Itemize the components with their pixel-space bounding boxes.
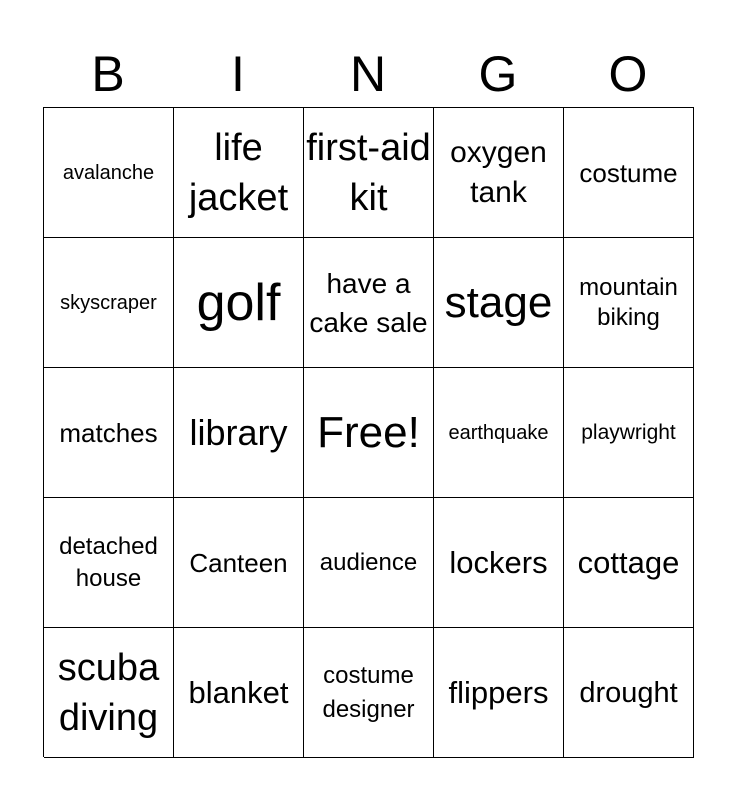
bingo-cell[interactable]	[44, 368, 174, 498]
bingo-cell[interactable]	[304, 108, 434, 238]
free-space[interactable]	[304, 368, 434, 498]
bingo-cell[interactable]	[564, 628, 694, 758]
bingo-cell[interactable]	[174, 108, 304, 238]
header-letter-n: N	[349, 46, 387, 102]
cell-label: Canteen	[189, 547, 288, 578]
cell-label: matches	[59, 417, 158, 448]
cell-label: blanket	[188, 674, 289, 710]
cell-label: have a cake sale	[309, 267, 428, 338]
cell-label: scuba diving	[57, 646, 160, 739]
cell-label: flippers	[448, 674, 549, 710]
bingo-cell[interactable]	[434, 498, 564, 628]
header-letter-i: I	[231, 46, 245, 102]
bingo-cell[interactable]	[564, 368, 694, 498]
cell-label: avalanche	[62, 161, 155, 184]
cell-label: drought	[579, 676, 678, 709]
bingo-board	[43, 107, 694, 757]
cell-label: oxygen tank	[450, 135, 547, 209]
cell-label: costume	[579, 157, 678, 188]
bingo-cell[interactable]	[174, 498, 304, 628]
bingo-cell[interactable]	[304, 628, 434, 758]
bingo-cell[interactable]	[564, 108, 694, 238]
cell-label: life jacket	[188, 126, 289, 219]
bingo-cell[interactable]	[174, 628, 304, 758]
cell-label: cottage	[577, 544, 680, 580]
cell-label: lockers	[449, 544, 548, 580]
bingo-cell[interactable]	[434, 628, 564, 758]
free-space-label: Free!	[317, 407, 420, 457]
bingo-cell[interactable]	[44, 498, 174, 628]
bingo-cell[interactable]	[44, 238, 174, 368]
cell-label: stage	[444, 277, 553, 327]
bingo-cell[interactable]	[564, 238, 694, 368]
cell-label: playwright	[581, 420, 676, 444]
cell-label: golf	[196, 273, 281, 332]
bingo-cell[interactable]	[44, 628, 174, 758]
bingo-header	[43, 40, 693, 108]
header-letter-b: B	[91, 46, 125, 102]
bingo-cell[interactable]	[564, 498, 694, 628]
cell-label: mountain biking	[579, 273, 678, 331]
header-letter-o: O	[608, 46, 648, 102]
bingo-cell[interactable]	[304, 238, 434, 368]
cell-label: earthquake	[448, 421, 549, 444]
cell-label: costume designer	[322, 661, 415, 723]
header-letter-g: G	[478, 46, 518, 102]
bingo-cell[interactable]	[434, 108, 564, 238]
cell-label: library	[189, 411, 288, 453]
bingo-cell[interactable]	[174, 238, 304, 368]
cell-label: audience	[319, 548, 418, 576]
bingo-cell[interactable]	[44, 108, 174, 238]
bingo-cell[interactable]	[174, 368, 304, 498]
bingo-cell[interactable]	[434, 368, 564, 498]
bingo-cell[interactable]	[304, 498, 434, 628]
cell-label: detached house	[59, 532, 158, 592]
cell-label: first-aid kit	[306, 126, 431, 219]
bingo-cell[interactable]	[434, 238, 564, 368]
cell-label: skyscraper	[60, 291, 157, 314]
